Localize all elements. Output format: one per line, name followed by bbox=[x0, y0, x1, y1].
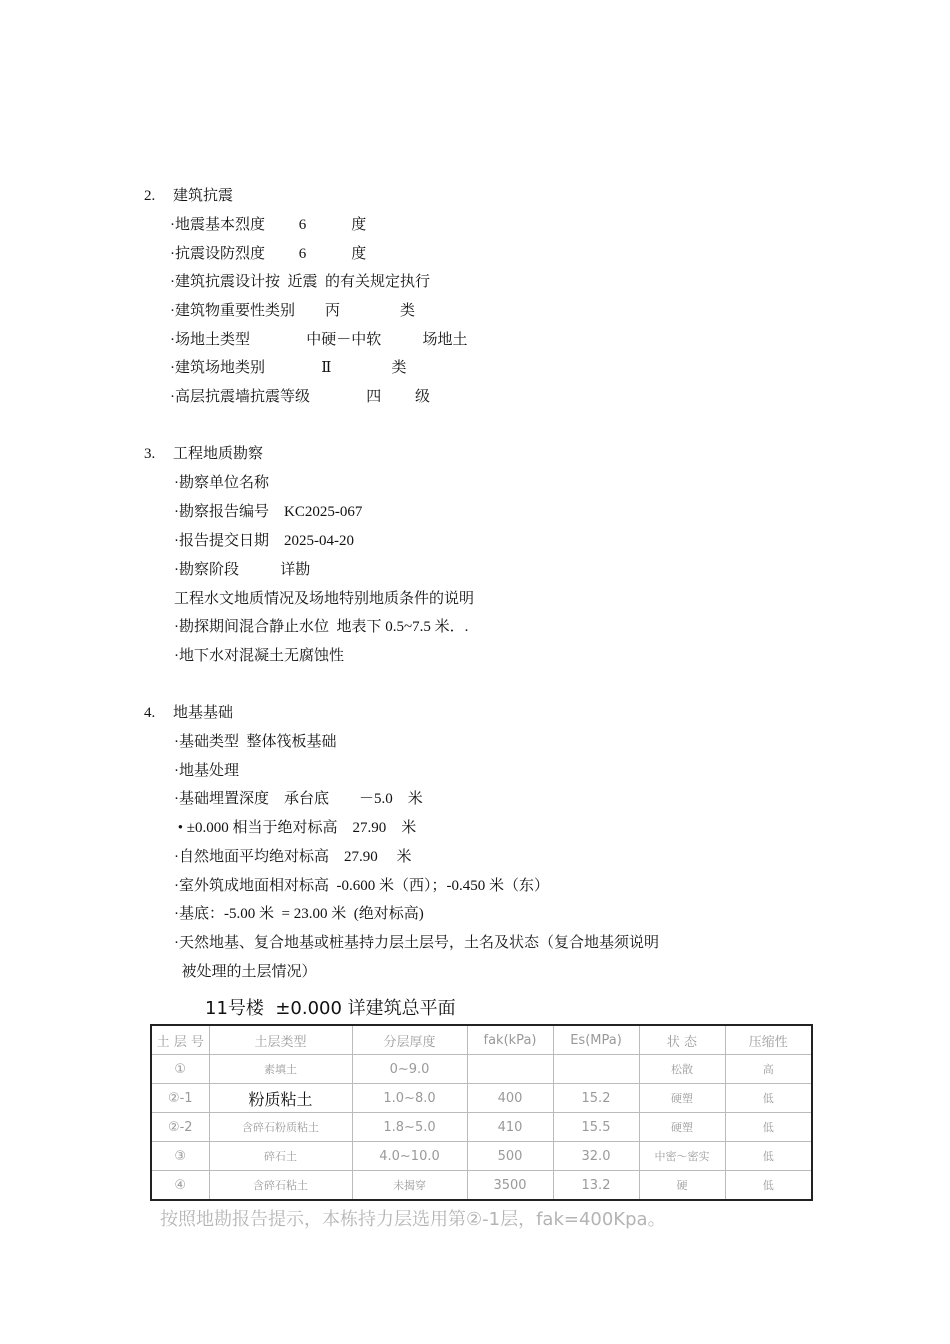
table-cell: 0~9.0 bbox=[352, 1055, 467, 1084]
list-item: ·高层抗震墙抗震等级 四 级 bbox=[170, 389, 430, 405]
list-item: ·勘探期间混合静止水位 地表下 0.5~7.5 米．. bbox=[174, 619, 469, 635]
table-row bbox=[151, 1113, 812, 1142]
table-cell: 低 bbox=[725, 1084, 812, 1113]
list-item: ·报告提交日期 2025-04-20 bbox=[174, 533, 354, 549]
list-item: ·地下水对混凝土无腐蚀性 bbox=[174, 648, 344, 664]
section-number: 3. bbox=[144, 446, 156, 462]
list-item: ·天然地基、复合地基或桩基持力层土层号，土名及状态（复合地基须说明 bbox=[174, 935, 659, 951]
list-item: 工程水文地质情况及场地特别地质条件的说明 bbox=[174, 591, 475, 607]
list-item: ·地基处理 bbox=[174, 763, 239, 779]
table-row bbox=[151, 1084, 812, 1113]
table-cell: ③ bbox=[151, 1142, 209, 1171]
list-item: ·室外筑成地面相对标高 -0.600 米（西）；-0.450 米（东） bbox=[174, 878, 549, 894]
table-row bbox=[151, 1142, 812, 1171]
table-cell: 含碎石粘土 bbox=[209, 1171, 352, 1201]
table-row bbox=[151, 1055, 812, 1084]
table-cell: 1.8~5.0 bbox=[352, 1113, 467, 1142]
list-item: ·基础类型 整体筏板基础 bbox=[174, 734, 337, 750]
table-cell: ②-2 bbox=[151, 1113, 209, 1142]
section-number: 2. bbox=[144, 188, 156, 204]
table-cell bbox=[553, 1055, 639, 1084]
list-item: ·建筑抗震设计按 近震 的有关规定执行 bbox=[170, 274, 430, 290]
table-cell: 粉质粘土 bbox=[209, 1084, 352, 1113]
table-cell: 碎石土 bbox=[209, 1142, 352, 1171]
list-item: ·勘察报告编号 KC2025-067 bbox=[174, 504, 363, 520]
table-cell bbox=[467, 1055, 553, 1084]
table-cell: 含碎石粉质粘土 bbox=[209, 1113, 352, 1142]
table-cell: 低 bbox=[725, 1113, 812, 1142]
table-header-cell: Es(MPa) bbox=[553, 1025, 639, 1055]
table-header-cell: fak(kPa) bbox=[467, 1025, 553, 1055]
table-row bbox=[151, 1171, 812, 1201]
figure-caption: 11号楼 ±0.000 详建筑总平面 bbox=[205, 998, 456, 1019]
table-header-cell: 压缩性 bbox=[725, 1025, 812, 1055]
table-header-cell: 土 层 号 bbox=[151, 1025, 209, 1055]
list-item: • ±0.000 相当于绝对标高 27.90 米 bbox=[174, 820, 417, 836]
table-header-cell: 状 态 bbox=[639, 1025, 725, 1055]
table-header-row bbox=[151, 1025, 812, 1055]
table-cell: ②-1 bbox=[151, 1084, 209, 1113]
table-cell: 中密～密实 bbox=[639, 1142, 725, 1171]
table-cell: 13.2 bbox=[553, 1171, 639, 1201]
table-header-cell: 土层类型 bbox=[209, 1025, 352, 1055]
table-cell: 32.0 bbox=[553, 1142, 639, 1171]
table-cell: 410 bbox=[467, 1113, 553, 1142]
list-item: ·勘察阶段 详勘 bbox=[174, 562, 311, 578]
soil-layer-table bbox=[150, 1024, 813, 1201]
table-cell: 硬塑 bbox=[639, 1113, 725, 1142]
table-cell: 400 bbox=[467, 1084, 553, 1113]
table-cell: 硬 bbox=[639, 1171, 725, 1201]
table-cell: 4.0~10.0 bbox=[352, 1142, 467, 1171]
table-cell: 未揭穿 bbox=[352, 1171, 467, 1201]
section-number: 4. bbox=[144, 705, 156, 721]
table-cell: 1.0~8.0 bbox=[352, 1084, 467, 1113]
table-cell: 松散 bbox=[639, 1055, 725, 1084]
table-cell: 500 bbox=[467, 1142, 553, 1171]
list-item: ·基础埋置深度 承台底 －5.0 米 bbox=[174, 791, 423, 807]
list-item: ·抗震设防烈度 6 度 bbox=[170, 246, 367, 262]
section-title: 地基基础 bbox=[173, 705, 234, 721]
list-item: ·建筑物重要性类别 丙 类 bbox=[170, 303, 415, 319]
table-header-cell: 分层厚度 bbox=[352, 1025, 467, 1055]
table-cell: 高 bbox=[725, 1055, 812, 1084]
table-cell: 15.2 bbox=[553, 1084, 639, 1113]
table-cell: 低 bbox=[725, 1171, 812, 1201]
bearing-layer-note: 按照地勘报告提示，本栋持力层选用第②-1层，fak=400Kpa。 bbox=[160, 1209, 666, 1230]
list-item: ·场地土类型 中硬－中软 场地土 bbox=[170, 332, 468, 348]
table-cell: 素填土 bbox=[209, 1055, 352, 1084]
table-cell: ④ bbox=[151, 1171, 209, 1201]
table-cell: 硬塑 bbox=[639, 1084, 725, 1113]
table-cell: 低 bbox=[725, 1142, 812, 1171]
table-cell: ① bbox=[151, 1055, 209, 1084]
section-title: 建筑抗震 bbox=[173, 188, 234, 204]
table-cell: 15.5 bbox=[553, 1113, 639, 1142]
list-item: ·建筑场地类别 Ⅱ 类 bbox=[170, 360, 407, 376]
list-item: ·基底：-5.00 米 = 23.00 米 (绝对标高) bbox=[174, 906, 424, 922]
list-item: 被处理的土层情况） bbox=[174, 964, 317, 980]
list-item: ·勘察单位名称 bbox=[174, 475, 269, 491]
table-cell: 3500 bbox=[467, 1171, 553, 1201]
section-title: 工程地质勘察 bbox=[173, 446, 264, 462]
list-item: ·自然地面平均绝对标高 27.90 米 bbox=[174, 849, 412, 865]
list-item: ·地震基本烈度 6 度 bbox=[170, 217, 367, 233]
